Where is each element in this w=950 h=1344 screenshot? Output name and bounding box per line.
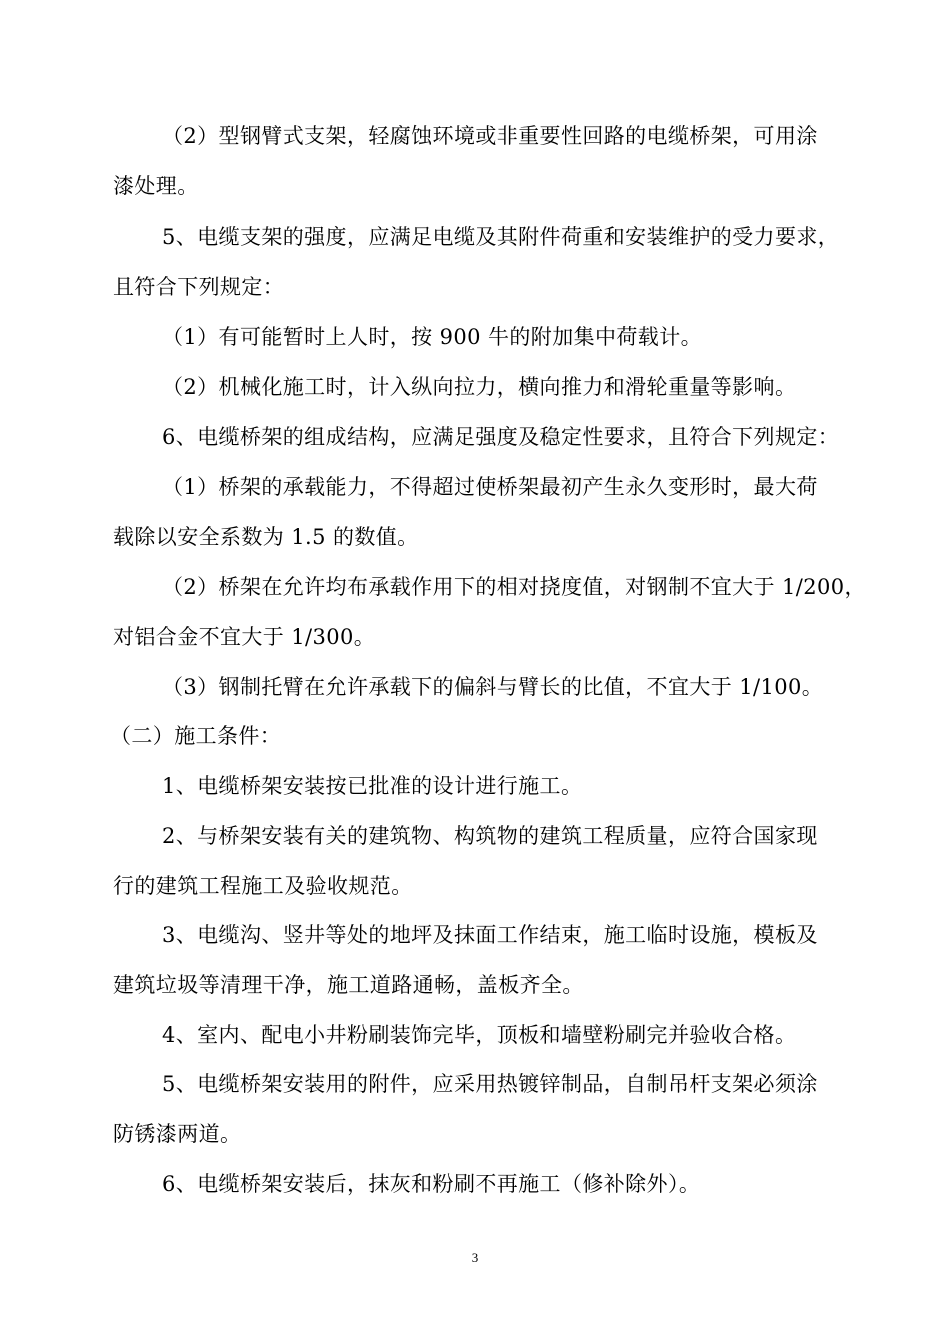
paragraph-line: 4、室内、配电小井粉刷装饰完毕，顶板和墙壁粉刷完并验收合格。 <box>162 1023 797 1047</box>
paragraph-line: 6、电缆桥架的组成结构，应满足强度及稳定性要求，且符合下列规定： <box>162 425 840 449</box>
paragraph-line: 载除以安全系数为 1.5 的数值。 <box>113 525 419 549</box>
paragraph-line: （1）桥架的承载能力，不得超过使桥架最初产生永久变形时，最大荷 <box>162 475 818 499</box>
paragraph-line: 且符合下列规定： <box>113 275 285 299</box>
paragraph-line: （1）有可能暂时上人时，按 900 牛的附加集中荷载计。 <box>162 325 702 349</box>
section-heading: （二）施工条件： <box>110 724 282 748</box>
paragraph-line: （2）桥架在允许均布承载作用下的相对挠度值，对钢制不宜大于 1/200， <box>162 575 866 599</box>
page-number: 3 <box>471 1250 479 1265</box>
paragraph-line: 建筑垃圾等清理干净，施工道路通畅，盖板齐全。 <box>113 973 584 997</box>
paragraph-line: 5、电缆支架的强度，应满足电缆及其附件荷重和安装维护的受力要求， <box>162 225 840 249</box>
paragraph-line: （2）机械化施工时，计入纵向拉力，横向推力和滑轮重量等影响。 <box>162 375 797 399</box>
paragraph-line: 对铝合金不宜大于 1/300。 <box>113 625 376 649</box>
paragraph-line: 漆处理。 <box>113 174 199 198</box>
paragraph-line: 1、电缆桥架安装按已批准的设计进行施工。 <box>162 774 583 798</box>
paragraph-line: 行的建筑工程施工及验收规范。 <box>113 874 413 898</box>
paragraph-line: 6、电缆桥架安装后，抹灰和粉刷不再施工（修补除外）。 <box>162 1172 701 1196</box>
paragraph-line: 2、与桥架安装有关的建筑物、构筑物的建筑工程质量，应符合国家现 <box>162 824 818 848</box>
paragraph-line: 5、电缆桥架安装用的附件，应采用热镀锌制品，自制吊杆支架必须涂 <box>162 1072 818 1096</box>
paragraph-line: （3）钢制托臂在允许承载下的偏斜与臂长的比值，不宜大于 1/100。 <box>162 675 824 699</box>
paragraph-line: 3、电缆沟、竖井等处的地坪及抹面工作结束，施工临时设施，模板及 <box>162 923 818 947</box>
paragraph-line: （2）型钢臂式支架，轻腐蚀环境或非重要性回路的电缆桥架，可用涂 <box>162 124 818 148</box>
paragraph-line: 防锈漆两道。 <box>113 1122 242 1146</box>
